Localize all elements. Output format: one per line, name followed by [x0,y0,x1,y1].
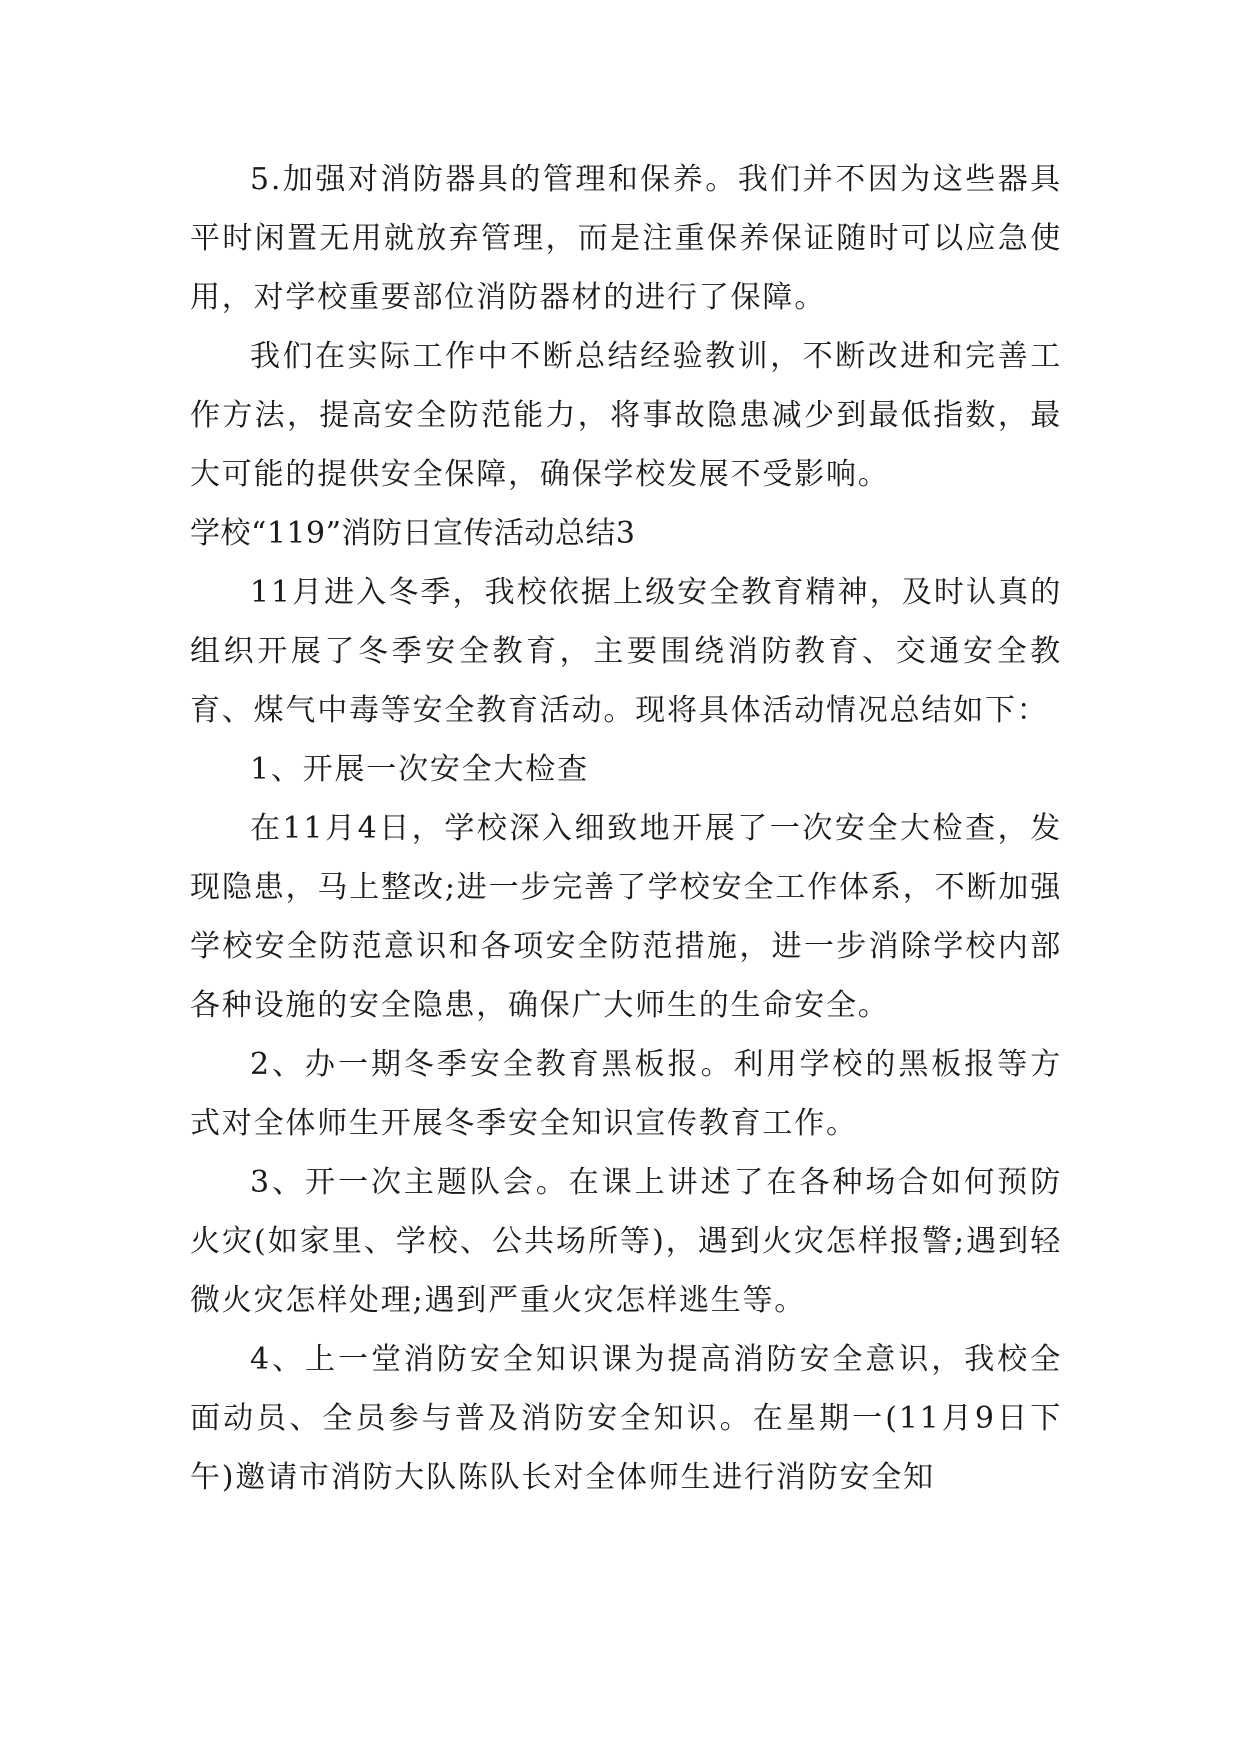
paragraph-item-1-heading: 1、开展一次安全大检查 [250,752,589,787]
paragraph-item-1-detail: 在11月4日，学校深入细致地开展了一次安全大检查，发现隐患，马上整改;进一步完善了学校安全工作体系，不断加强学校安全防范意识和各项安全防范措施，进一步消除学校内部各种设施的安全隐患，确保广大师生的生命安全。 [190,811,1062,1023]
paragraph-item-3: 3、开一次主题队会。在课上讲述了在各种场合如何预防火灾(如家里、学校、公共场所等)，遇到火灾怎样报警;遇到轻微火灾怎样处理;遇到严重火灾怎样逃生等。 [190,1165,1062,1318]
paragraph-item-2: 2、办一期冬季安全教育黑板报。利用学校的黑板报等方式对全体师生开展冬季安全知识宣传教育工作。 [190,1047,1062,1141]
paragraph-equipment-maintenance: 5.加强对消防器具的管理和保养。我们并不因为这些器具平时闲置无用就放弃管理，而是注重保养保证随时可以应急使用，对学校重要部位消防器材的进行了保障。 [190,162,1062,315]
paragraph-intro: 11月进入冬季，我校依据上级安全教育精神，及时认真的组织开展了冬季安全教育，主要围绕消防教育、交通安全教育、煤气中毒等安全教育活动。现将具体活动情况总结如下： [190,575,1062,728]
paragraph-item-4: 4、上一堂消防安全知识课为提高消防安全意识，我校全面动员、全员参与普及消防安全知识。在星期一(11月9日下午)邀请市消防大队陈队长对全体师生进行消防安全知 [190,1342,1062,1495]
paragraph-work-summary: 我们在实际工作中不断总结经验教训，不断改进和完善工作方法，提高安全防范能力，将事故隐患减少到最低指数，最大可能的提供安全保障，确保学校发展不受影响。 [190,339,1062,492]
section-title: 学校“119”消防日宣传活动总结3 [190,516,636,551]
document-body [190,150,1062,1507]
